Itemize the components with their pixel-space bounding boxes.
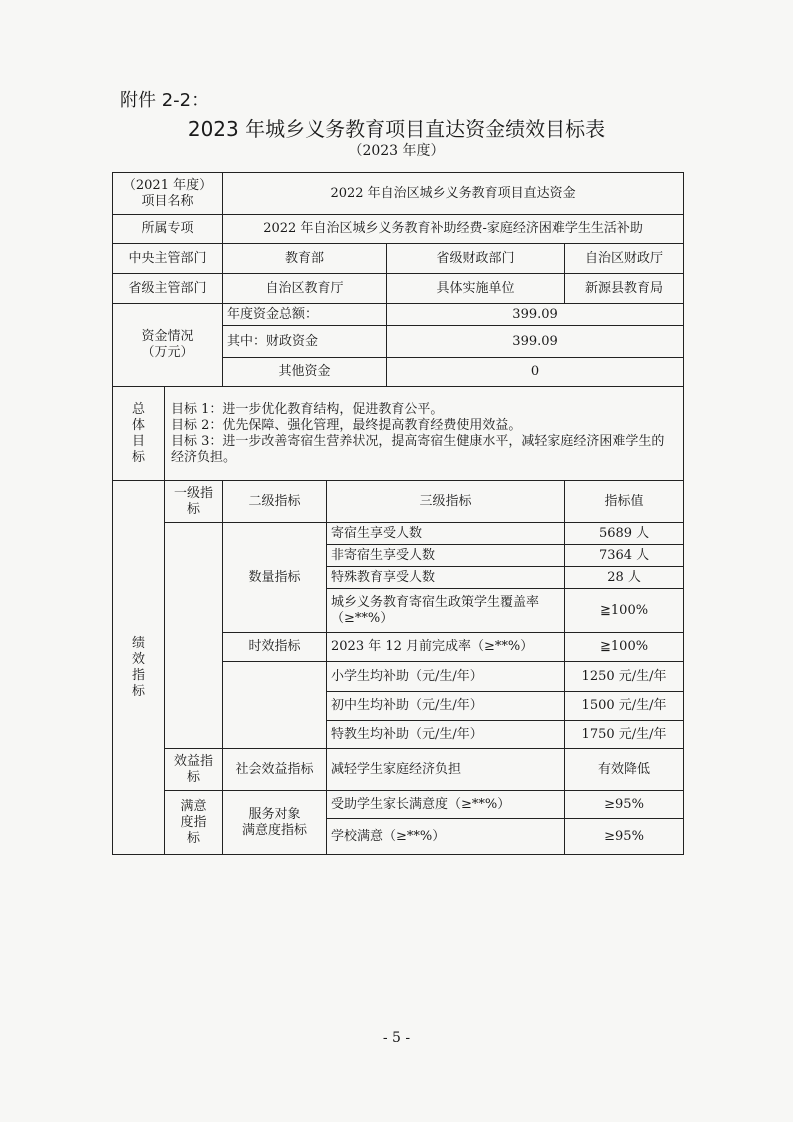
subsidy-indicator-cell bbox=[223, 662, 327, 749]
timeliness-indicator-label: 时效指标 bbox=[223, 633, 327, 662]
indicator-name: 特教生均补助（元/生/年） bbox=[327, 721, 565, 749]
document-subtitle: （2023 年度） bbox=[348, 143, 445, 159]
level2-header: 二级指标 bbox=[223, 481, 327, 523]
funds-label-line1: 资金情况 bbox=[141, 329, 194, 344]
goal-item: 目标 3：进一步改善寄宿生营养状况，提高寄宿生健康水平，减轻家庭经济困难学生的经济负担。 bbox=[171, 433, 665, 465]
prov-finance-value: 自治区财政厅 bbox=[565, 244, 684, 274]
fiscal-funds-label: 其中：财政资金 bbox=[223, 326, 387, 358]
indicator-value: ≥95% bbox=[565, 819, 684, 855]
indicator-value: 28 人 bbox=[565, 567, 684, 589]
benefit-level2-label: 社会效益指标 bbox=[223, 749, 327, 791]
project-year-label: （2021 年度） bbox=[122, 177, 213, 193]
indicator-name: 城乡义务教育寄宿生政策学生覆盖率（≥**%） bbox=[327, 589, 565, 633]
annual-total-label: 年度资金总额： bbox=[223, 304, 387, 326]
indicator-value: ≧100% bbox=[565, 589, 684, 633]
level1-header: 一级指标 bbox=[165, 481, 223, 523]
satisfaction-level2-label: 服务对象 满意度指标 bbox=[223, 791, 327, 855]
table-row bbox=[113, 387, 684, 481]
prov-dept-label: 省级主管部门 bbox=[113, 274, 223, 304]
document-title: 2023 年城乡义务教育项目直达资金绩效目标表 bbox=[187, 117, 606, 141]
level3-header: 三级指标 bbox=[327, 481, 565, 523]
table-row bbox=[113, 749, 684, 791]
special-value: 2022 年自治区城乡义务教育补助经费-家庭经济困难学生生活补助 bbox=[223, 215, 684, 244]
indicator-name: 非寄宿生享受人数 bbox=[327, 545, 565, 567]
indicator-name: 2023 年 12 月前完成率（≥**%） bbox=[327, 633, 565, 662]
performance-indicators-label: 绩 效 指 标 bbox=[113, 481, 165, 855]
table-row bbox=[113, 481, 684, 523]
satisfaction-level1-label: 满意 度指 标 bbox=[165, 791, 223, 855]
annex-label: 附件 2-2： bbox=[120, 90, 210, 111]
indicator-name: 特殊教育享受人数 bbox=[327, 567, 565, 589]
goal-item: 目标 2：优先保障、强化管理，最终提高教育经费使用效益。 bbox=[171, 417, 522, 433]
table-row bbox=[113, 304, 684, 326]
table-row bbox=[113, 523, 684, 545]
indicator-name: 学校满意（≥**%） bbox=[327, 819, 565, 855]
funds-label bbox=[113, 304, 223, 387]
indicator-value: 7364 人 bbox=[565, 545, 684, 567]
level1-output-cell bbox=[165, 523, 223, 749]
indicator-name: 减轻学生家庭经济负担 bbox=[327, 749, 565, 791]
indicator-value: ≧100% bbox=[565, 633, 684, 662]
overall-goals-label: 总 体 目 标 bbox=[113, 387, 165, 481]
project-label: 项目名称 bbox=[141, 193, 194, 209]
quantity-indicator-label: 数量指标 bbox=[223, 523, 327, 633]
indicator-name: 受助学生家长满意度（≥**%） bbox=[327, 791, 565, 819]
prov-finance-label: 省级财政部门 bbox=[387, 244, 565, 274]
overall-goals-content bbox=[165, 387, 684, 481]
prov-dept-value: 自治区教育厅 bbox=[223, 274, 387, 304]
indicator-value: 1500 元/生/年 bbox=[565, 692, 684, 721]
impl-unit-label: 具体实施单位 bbox=[387, 274, 565, 304]
indicator-name: 寄宿生享受人数 bbox=[327, 523, 565, 545]
special-label: 所属专项 bbox=[113, 215, 223, 244]
table-row bbox=[113, 244, 684, 274]
annual-total-value: 399.09 bbox=[387, 304, 684, 326]
table-row bbox=[113, 173, 684, 215]
indicator-value: ≥95% bbox=[565, 791, 684, 819]
indicator-value: 1250 元/生/年 bbox=[565, 662, 684, 692]
central-dept-value: 教育部 bbox=[223, 244, 387, 274]
project-name-label bbox=[113, 173, 223, 215]
indicator-value: 5689 人 bbox=[565, 523, 684, 545]
page-number: - 5 - bbox=[382, 1030, 411, 1046]
central-dept-label: 中央主管部门 bbox=[113, 244, 223, 274]
indicator-value: 有效降低 bbox=[565, 749, 684, 791]
other-funds-value: 0 bbox=[387, 358, 684, 387]
table-row bbox=[113, 791, 684, 819]
benefit-level1-label: 效益指标 bbox=[165, 749, 223, 791]
table-row bbox=[113, 274, 684, 304]
other-funds-label: 其他资金 bbox=[223, 358, 387, 387]
value-header: 指标值 bbox=[565, 481, 684, 523]
impl-unit-value: 新源县教育局 bbox=[565, 274, 684, 304]
goal-item: 目标 1：进一步优化教育结构，促进教育公平。 bbox=[171, 401, 444, 417]
indicator-value: 1750 元/生/年 bbox=[565, 721, 684, 749]
fiscal-funds-value: 399.09 bbox=[387, 326, 684, 358]
performance-target-table bbox=[112, 172, 684, 855]
indicator-name: 小学生均补助（元/生/年） bbox=[327, 662, 565, 692]
table-row bbox=[113, 215, 684, 244]
funds-label-line2: （万元） bbox=[141, 345, 194, 360]
indicator-name: 初中生均补助（元/生/年） bbox=[327, 692, 565, 721]
project-name-value: 2022 年自治区城乡义务教育项目直达资金 bbox=[223, 173, 684, 215]
